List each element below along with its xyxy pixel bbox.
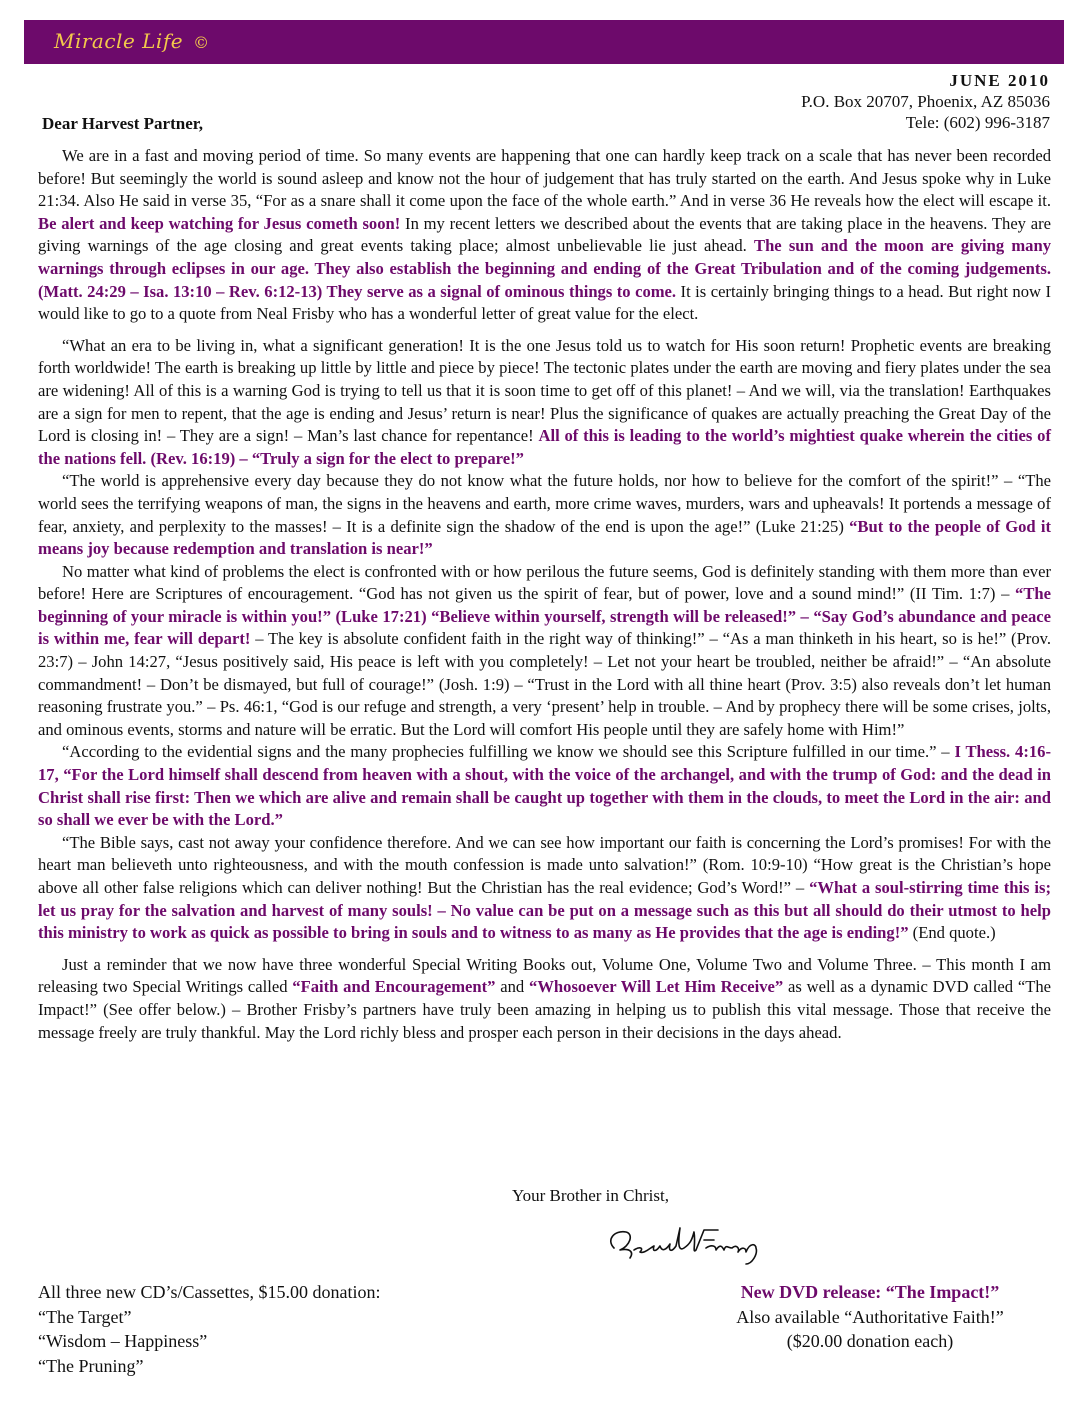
cd-offer [38, 1280, 380, 1378]
dvd-offer [690, 1280, 1050, 1354]
highlighted-text: “Whosoever Will Let Him Receive” [529, 977, 784, 997]
cd-offer-line: “The Target” [38, 1306, 132, 1327]
paragraph-text: No matter what kind of problems the elect is confronted with or how perilous the future seems, God is definitely standing with them more than ever before! Here are Scriptures of encouragement. “God has not given us the spirit of fear, but of power, love and a sound mind!” (II Tim. 1:7) – [38, 561, 1051, 604]
letter-date: JUNE 2010 [949, 71, 1050, 90]
masthead-banner [24, 20, 1064, 64]
highlighted-text: “But to the people of God it means joy because redemption and translation is near!” [38, 516, 1051, 559]
letter-paragraph [38, 561, 1051, 742]
highlighted-text: Be alert and keep watching for Jesus cometh soon! [38, 213, 401, 233]
letter-body [38, 145, 1051, 1044]
paragraph-text: and [495, 977, 530, 997]
dvd-offer-title: New DVD release: “The Impact!” [740, 1282, 1000, 1302]
letter-header [801, 70, 1050, 133]
highlighted-text: All of this is leading to the world’s mightiest quake wherein the cities of the nations fell. (Rev. 16:19) – “Truly a sign for the elect to prepare!” [38, 426, 1051, 468]
masthead-logo [54, 29, 210, 53]
copyright-symbol: © [193, 33, 210, 52]
highlighted-text: “The beginning of your miracle is within you!” (Luke 17:21) “Believe within yourself, strength will be released!” – “Say God’s abundance and peace is within me, fear will depart! [38, 584, 1051, 649]
handwritten-signature [600, 1218, 800, 1268]
letter-paragraph [38, 335, 1051, 471]
paragraph-text: “The world is apprehensive every day because they do not know what the future holds, nor how to believe for the comfort of the spirit!” – “The world sees the terrifying weapons of man, the signs in the heavens and earth, more crime waves, murders, wars and upheavals! It portends a message of fear, anxiety, and perplexity to the masses! – It is a definite sign the shadow of the end is upon the age!” (Luke 21:25) [38, 471, 1051, 536]
paragraph-text: (End quote.) [908, 923, 996, 943]
letter-paragraph [38, 832, 1051, 945]
highlighted-text: “Faith and Encouragement” [292, 977, 496, 997]
dvd-offer-line: Also available “Authoritative Faith!” [736, 1306, 1004, 1327]
highlighted-text: The sun and the moon are giving many warnings through eclipses in our age. They also establish the beginning and ending of the Great Tribulation and of the coming judgements. (Matt. 24:29 – Isa. 13:10 – Rev. 6:12-13) They serve as a signal of ominous things to come. [38, 236, 1051, 301]
cd-offer-line: “The Pruning” [38, 1355, 144, 1376]
greeting: Dear Harvest Partner, [42, 114, 203, 133]
paragraph-text: Just a reminder that we now have three wonderful Special Writing Books out, Volume One, Volume Two and Volume Three. – This month I am releasing two Special Writings called [38, 954, 1051, 997]
logo-text: Miracle Life [54, 29, 184, 53]
paragraph-text: In my recent letters we described about the events that are taking place in the heavens. They are giving warnings of the age closing and great events taking place; almost unbelievable lie just ahead. [38, 213, 1051, 256]
letter-paragraph [38, 741, 1051, 831]
cd-offer-line: “Wisdom – Happiness” [38, 1331, 208, 1351]
mailing-address: P.O. Box 20707, Phoenix, AZ 85036 [801, 92, 1050, 111]
paragraph-text: “The Bible says, cast not away your confidence therefore. And we can see how important our faith is concerning the Lord’s promises! For with the heart man believeth unto righteousness, and with the mouth confession is made unto salvation!” (Rom. 10:9-10) “How great is the Christian’s hope above all other false religions which can deliver nothing! But the Christian has the real evidence; God’s Word!” – [38, 832, 1051, 897]
highlighted-text: “What a soul-stirring time this is; let us pray for the salvation and harvest of many souls! – No value can be put on a message such as this but all should do their utmost to help this ministry to work as quick as possible to bring in souls and to witness to as many as He provides that the age is ending!” [38, 878, 1051, 943]
paragraph-text: “According to the evidential signs and the many prophecies fulfilling we know we should see this Scripture fulfilled in our time.” – [62, 742, 955, 762]
closing-line: Your Brother in Christ, [512, 1186, 669, 1205]
dvd-offer-line: ($20.00 donation each) [786, 1331, 954, 1351]
paragraph-text: as well as a dynamic DVD called “The Impact!” (See offer below.) – Brother Frisby’s partners have truly been amazing in helping us to publish this vital message. Those that receive the message freely are truly thankful. May the Lord richly bless and prosper each person in their decisions in the days ahead. [38, 977, 1051, 1042]
letter-paragraph [38, 470, 1051, 560]
paragraph-text: We are in a fast and moving period of time. So many events are happening that one can hardly keep track on a scale that has never been recorded before! But seemingly the world is sound asleep and know not the hour of judgement that has truly started on the earth. And Jesus spoke why in Luke 21:34. Also He said in verse 35, “For as a snare shall it come upon the face of the whole earth.” And in verse 36 He reveals how the elect will escape it. [38, 146, 1051, 211]
letter-paragraph [38, 954, 1051, 1044]
paragraph-text: It is certainly bringing things to a head. But right now I would like to go to a quote from Neal Frisby who has a wonderful letter of great value for the elect. [38, 281, 1051, 324]
phone-number: Tele: (602) 996-3187 [905, 113, 1050, 132]
paragraph-text: “What an era to be living in, what a significant generation! It is the one Jesus told us to watch for His soon return! Prophetic events are breaking forth worldwide! The earth is breaking up little by little and piece by piece! The tectonic plates under the earth are moving and fiery plates under the sea are widening! All of this is a warning God is trying to tell us that it is soon time to get off of this planet! – And we will, via the translation! Earthquakes are a sign for men to repent, that the age is ending and Jesus’ return is near! Plus the significance of quakes are actually preaching the Great Day of the Lord is closing in! – They are a sign! – Man’s last chance for repentance! [38, 335, 1051, 446]
letter-paragraph [38, 145, 1051, 326]
highlighted-text: I Thess. 4:16-17, “For the Lord himself shall descend from heaven with a shout, with the voice of the archangel, and with the trump of God: and the dead in Christ shall rise first: Then we which are alive and remain shall be caught up together with them in the clouds, to meet the Lord in the air: and so shall we ever be with the Lord.” [38, 742, 1051, 830]
cd-offer-line: All three new CD’s/Cassettes, $15.00 donation: [38, 1282, 381, 1302]
paragraph-text: – The key is absolute confident faith in the right way of thinking!” – “As a man thinketh in his heart, so is he!” (Prov. 23:7) – John 14:27, “Jesus positively said, His peace is left with you completely! – Let not your heart be troubled, neither be afraid!” – “An absolute commandment! – Don’t be dismayed, but full of courage!” (Josh. 1:9) – “Trust in the Lord with all thine heart (Prov. 3:5) also reveals don’t let human reasoning frustrate you.” – Ps. 46:1, “God is our refuge and strength, a very ‘present’ help in trouble. – And by prophecy there will be some crises, jolts, and ominous events, storms and nature will be erratic. But the Lord will comfort His people until they are safely home with Him!” [38, 629, 1051, 739]
